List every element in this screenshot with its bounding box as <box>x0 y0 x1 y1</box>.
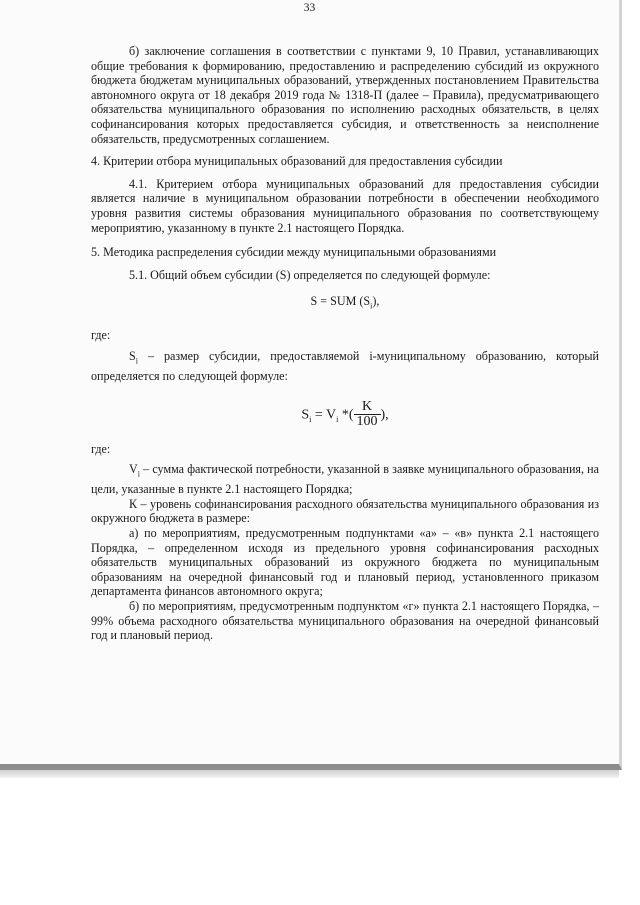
formula-2-mul: *( <box>338 406 354 422</box>
k-definition: К – уровень софинансирования расходного обязательства муниципального образования из окружного бюджета в размере: <box>91 496 599 526</box>
formula-2-end: ), <box>380 406 389 422</box>
formula-2-eq: = V <box>311 406 337 422</box>
fraction-denominator: 100 <box>356 414 378 430</box>
section-5-heading: 5. Методика распределения субсидии между муниципальными образованиями <box>91 245 497 260</box>
formula-2-v-sub: i <box>336 414 339 424</box>
formula-individual-subsidy <box>91 400 599 430</box>
where-label-2: где: <box>91 441 111 456</box>
vi-sub: i <box>137 469 140 479</box>
formula-1-rhs: ), <box>372 294 380 309</box>
paragraph-b-agreement: б) заключение соглашения в соответствии с пунктами 9, 10 Правил, устанавливающих общие требования к формированию, предоставлению и распределению субсидий из окружного бюджета бюджетам муниципальных образований, утвержденных постановлением Правительства автономного округа от 18 декабря 2019 года № 1318-П (далее – Правила), предусматривающего обязательства муниципального образования по исполнению расходных обязательств, в целях софинансирования которых предоставляется субсидия, и ответственность за неисполнение обязательств, предусмотренных соглашением. <box>91 44 599 146</box>
page-number: 33 <box>303 2 316 14</box>
section-4-heading: 4. Критерии отбора муниципальных образований для предоставления субсидии <box>91 154 503 169</box>
si-sub: i <box>135 356 138 366</box>
formula-1-sub: i <box>370 301 373 311</box>
paragraph-4-1: 4.1. Критерием отбора муниципальных образований для предоставления субсидии является наличие в муниципальном образовании потребности в обеспечении необходимого уровня развития системы образования муниципального образования по соответствующему мероприятию, указанному в пункте 2.1 настоящего Порядка. <box>91 176 599 235</box>
si-symbol: S <box>129 348 136 363</box>
si-text: – размер субсидии, предоставляемой i-муниципальному образованию, который определяется по следующей формуле: <box>91 348 599 383</box>
vi-definition <box>91 462 599 497</box>
item-a: а) по мероприятиям, предусмотренным подпунктами «а» – «в» пункта 2.1 настоящего Порядка, – определенном исходя из предельного уровня софинансирования расходных обязательств муниципальных образований из окружного бюджета по муниципальным образованиям на очередной финансовый год и плановый период, установленного приказом департамента финансов автономного округа; <box>91 526 599 599</box>
fraction-numerator: K <box>354 400 381 416</box>
page-content <box>91 44 599 643</box>
item-b: б) по мероприятиям, предусмотренным подпунктом «г» пункта 2.1 настоящего Порядка, – 99% объема расходного обязательства муниципального образования на очередной финансовый год и плановый период. <box>91 599 599 643</box>
formula-total-subsidy <box>91 294 599 314</box>
formula-2-s: S <box>301 406 310 422</box>
where-label-1: где: <box>91 328 111 343</box>
si-definition <box>91 349 599 384</box>
paragraph-5-1: 5.1. Общий объем субсидии (S) определяется по следующей формуле: <box>129 267 491 282</box>
formula-1-lhs: S = SUM (S <box>310 294 371 309</box>
formula-2-s-sub: i <box>309 414 312 424</box>
vi-text: – сумма фактической потребности, указанной в заявке муниципального образования, на цели, указанные в пункте 2.1 настоящего Порядка; <box>91 462 599 497</box>
fraction <box>354 400 381 430</box>
vi-symbol: V <box>129 462 138 477</box>
